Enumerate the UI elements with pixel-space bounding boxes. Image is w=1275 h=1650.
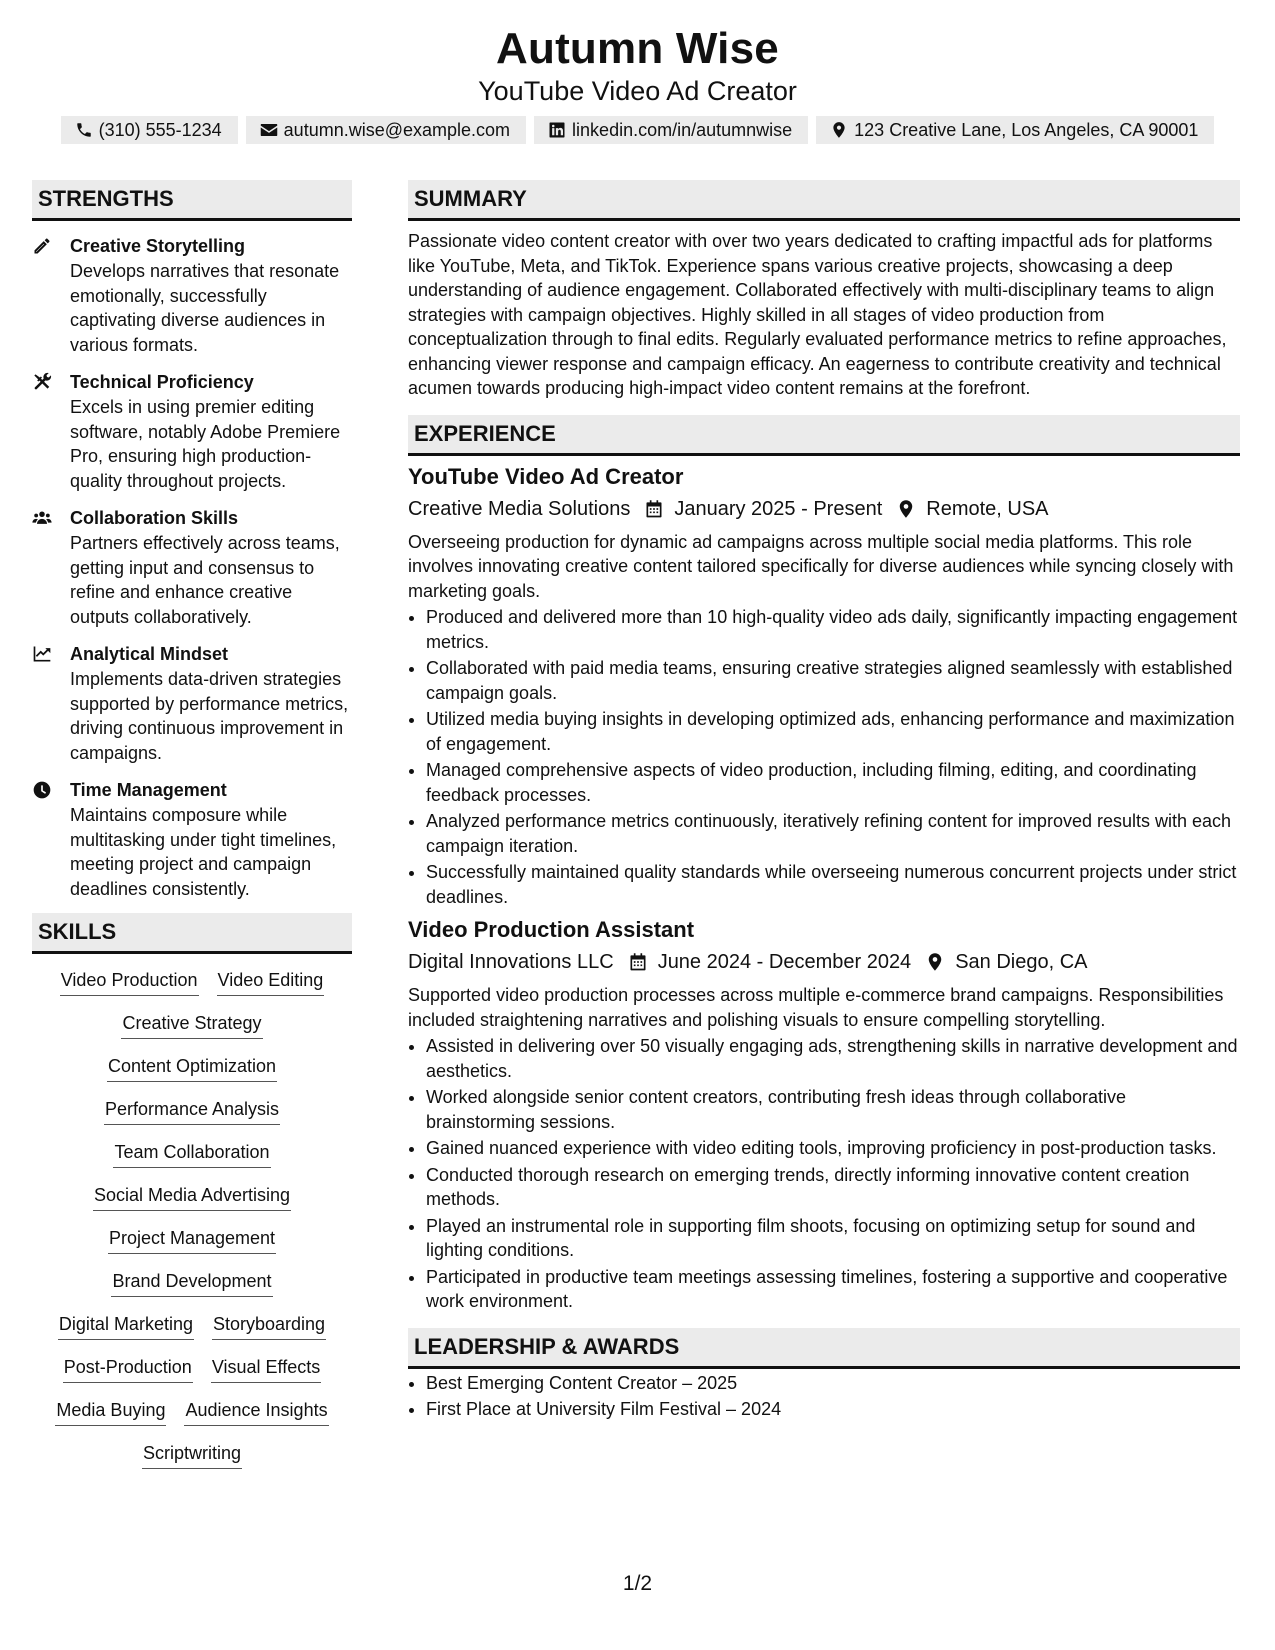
phone-icon bbox=[75, 121, 93, 139]
job-dates: January 2025 - Present bbox=[674, 497, 883, 520]
experience-heading: EXPERIENCE bbox=[408, 415, 1240, 456]
summary-text: Passionate video content creator with over two years dedicated to crafting impactful ads for platforms like YouTube, Meta, and TikTok. Experience spans various creative projects, showcasing a deep understanding of audience engagement. Collaborated effectively with multi-disciplinary teams to align strategies with campaign objectives. Highly skilled in all stages of video production from conceptualization through to final edits. Regularly evaluated performance metrics to refine approaches, enhancing viewer response and campaign efficacy. An eagerness to contribute creativity and technical acumen towards producing high-impact video content remains at the forefront. bbox=[408, 231, 1227, 398]
map-pin-icon bbox=[830, 121, 848, 139]
job-location: San Diego, CA bbox=[955, 951, 1088, 973]
awards-list bbox=[408, 1371, 1240, 1422]
job-meta bbox=[408, 494, 1240, 524]
job-bullets bbox=[408, 605, 1240, 909]
award-item: • First Place at University Film Festival – 2024 bbox=[426, 1397, 1240, 1422]
skill-tag: Video Editing bbox=[217, 968, 325, 996]
users-icon bbox=[32, 508, 52, 528]
strength-desc: Partners effectively across teams, getting input and consensus to refine and enhance creative outputs collaboratively. bbox=[70, 533, 340, 627]
resume-header bbox=[0, 0, 1275, 144]
strength-title: Collaboration Skills bbox=[70, 508, 239, 528]
skill-tag: Project Management bbox=[108, 1226, 276, 1254]
job-meta bbox=[408, 947, 1240, 977]
contact-phone bbox=[61, 116, 238, 144]
skill-tag: Scriptwriting bbox=[142, 1441, 242, 1469]
right-column bbox=[408, 180, 1240, 1424]
job-bullet: • Conducted thorough research on emerging trends, directly informing innovative content creation methods. bbox=[426, 1163, 1240, 1212]
contact-phone-text: (310) 555-1234 bbox=[98, 120, 222, 140]
contact-email-text[interactable]: autumn.wise@example.com bbox=[283, 120, 511, 140]
strength-item bbox=[32, 233, 352, 357]
strength-desc: Develops narratives that resonate emotionally, successfully captivating diverse audiences in various formats. bbox=[70, 261, 340, 355]
map-pin-icon bbox=[925, 952, 945, 972]
contact-linkedin-text[interactable]: linkedin.com/in/autumnwise bbox=[572, 120, 793, 140]
skill-tag: Audience Insights bbox=[184, 1398, 328, 1426]
calendar-icon bbox=[644, 499, 664, 519]
envelope-icon bbox=[260, 121, 278, 139]
left-column bbox=[32, 180, 352, 1469]
contact-address-text: 123 Creative Lane, Los Angeles, CA 90001 bbox=[854, 120, 1199, 140]
job-description: Overseeing production for dynamic ad campaigns across multiple social media platforms. This role involves innovating creative content tailored specifically for diverse audiences while syncing closely with marketing goals. bbox=[408, 531, 1234, 601]
strength-desc: Implements data-driven strategies supported by performance metrics, driving continuous improvement in campaigns. bbox=[70, 669, 349, 763]
strength-title: Creative Storytelling bbox=[70, 236, 246, 256]
skill-tag: Team Collaboration bbox=[113, 1140, 270, 1168]
strength-item bbox=[32, 369, 352, 493]
job-bullet: • Managed comprehensive aspects of video production, including filming, editing, and coordinating feedback processes. bbox=[426, 758, 1240, 807]
job-bullet: • Collaborated with paid media teams, ensuring creative strategies aligned seamlessly with established campaign goals. bbox=[426, 656, 1240, 705]
skills-list bbox=[32, 968, 352, 1469]
strength-title: Analytical Mindset bbox=[70, 644, 229, 664]
pencil-icon bbox=[32, 236, 52, 256]
strengths-list bbox=[32, 233, 352, 901]
skill-tag: Video Production bbox=[60, 968, 199, 996]
candidate-name: Autumn Wise bbox=[496, 24, 779, 73]
contact-address bbox=[816, 116, 1214, 144]
job-bullets bbox=[408, 1034, 1240, 1314]
job-title: YouTube Video Ad Creator bbox=[408, 463, 684, 489]
skill-tag: Storyboarding bbox=[212, 1312, 326, 1340]
candidate-title: YouTube Video Ad Creator bbox=[478, 76, 797, 106]
contact-email[interactable] bbox=[246, 116, 526, 144]
strength-item bbox=[32, 777, 352, 901]
job-title: Video Production Assistant bbox=[408, 917, 695, 942]
tools-icon bbox=[32, 372, 52, 392]
page-number: 1/2 bbox=[622, 1572, 653, 1595]
strength-desc: Excels in using premier editing software, notably Adobe Premiere Pro, ensuring high production-quality throughout projects. bbox=[70, 397, 341, 491]
skills-heading: SKILLS bbox=[32, 913, 352, 954]
skill-tag: Performance Analysis bbox=[104, 1097, 280, 1125]
strength-title: Technical Proficiency bbox=[70, 372, 254, 392]
skill-tag: Visual Effects bbox=[211, 1355, 321, 1383]
skill-tag: Digital Marketing bbox=[58, 1312, 194, 1340]
calendar-icon bbox=[628, 952, 648, 972]
contact-linkedin[interactable] bbox=[534, 116, 808, 144]
job-location: Remote, USA bbox=[926, 497, 1049, 520]
strength-item bbox=[32, 505, 352, 629]
chart-line-icon bbox=[32, 644, 52, 664]
job-bullet: • Utilized media buying insights in developing optimized ads, enhancing performance and maximization of engagement. bbox=[426, 707, 1240, 756]
strength-item bbox=[32, 641, 352, 765]
job-company: Digital Innovations LLC bbox=[408, 951, 614, 973]
job-bullet: • Analyzed performance metrics continuously, iteratively refining content for improved results with each campaign iteration. bbox=[426, 809, 1240, 858]
job-description: Supported video production processes across multiple e-commerce brand campaigns. Responsibilities included straightening narratives and polishing visuals to ensure compelling storytelling. bbox=[408, 985, 1224, 1030]
skill-tag: Content Optimization bbox=[107, 1054, 277, 1082]
skill-tag: Media Buying bbox=[55, 1398, 166, 1426]
awards-heading: LEADERSHIP & AWARDS bbox=[408, 1328, 1240, 1369]
job-bullet: • Played an instrumental role in supporting film shoots, focusing on optimizing setup for sound and lighting conditions. bbox=[426, 1214, 1240, 1263]
map-pin-icon bbox=[896, 499, 916, 519]
award-item: • Best Emerging Content Creator – 2025 bbox=[426, 1371, 1240, 1396]
skill-tag: Brand Development bbox=[111, 1269, 272, 1297]
skill-tag: Creative Strategy bbox=[121, 1011, 262, 1039]
job-company: Creative Media Solutions bbox=[408, 497, 631, 520]
skill-tag: Social Media Advertising bbox=[93, 1183, 291, 1211]
job-entry bbox=[408, 913, 1240, 1314]
job-bullet: • Participated in productive team meetings assessing timelines, fostering a supportive and cooperative work environment. bbox=[426, 1265, 1240, 1314]
job-bullet: • Produced and delivered more than 10 high-quality video ads daily, significantly impacting engagement metrics. bbox=[426, 605, 1240, 654]
strength-title: Time Management bbox=[70, 780, 227, 800]
strength-desc: Maintains composure while multitasking under tight timelines, meeting project and campaign deadlines consistently. bbox=[70, 805, 337, 899]
job-bullet: • Worked alongside senior content creators, contributing fresh ideas through collaborative brainstorming sessions. bbox=[426, 1085, 1240, 1134]
job-bullet: • Assisted in delivering over 50 visually engaging ads, strengthening skills in narrative development and aesthetics. bbox=[426, 1034, 1240, 1083]
clock-icon bbox=[32, 780, 52, 800]
linkedin-icon bbox=[548, 121, 566, 139]
job-entry bbox=[408, 460, 1240, 910]
job-bullet: • Gained nuanced experience with video editing tools, improving proficiency in post-production tasks. bbox=[426, 1136, 1240, 1161]
job-bullet: • Successfully maintained quality standards while overseeing numerous concurrent projects under strict deadlines. bbox=[426, 860, 1240, 909]
contact-bar bbox=[0, 116, 1275, 144]
strengths-heading: STRENGTHS bbox=[32, 180, 352, 221]
summary-heading: SUMMARY bbox=[408, 180, 1240, 221]
skill-tag: Post-Production bbox=[63, 1355, 193, 1383]
job-dates: June 2024 - December 2024 bbox=[657, 951, 912, 973]
